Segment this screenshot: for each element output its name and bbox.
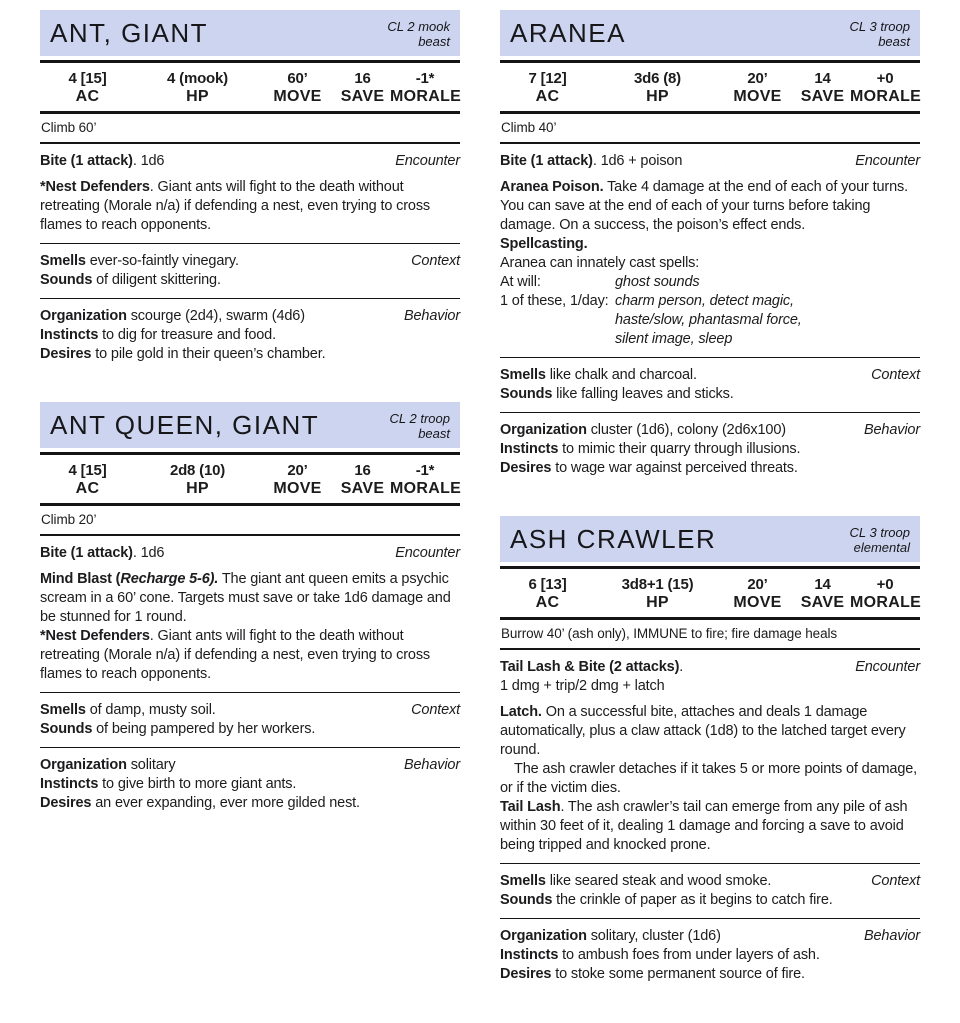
stat-morale-value: +0 [876, 70, 894, 87]
stat-ac [40, 70, 135, 106]
smells-lead: Smells [40, 702, 86, 718]
instincts-lead: Instincts [500, 441, 559, 457]
stat-save-label: SAVE [340, 88, 385, 105]
ability-paragraph: *Nest Defenders. Giant ants will fight to the death without retreating (Morale n/a) if defending a nest, even trying to cross flames to reach opponents. [40, 628, 431, 682]
stat-save-label: SAVE [800, 88, 845, 105]
stat-move-label: MOVE [733, 88, 782, 105]
stat-hp-label: HP [646, 88, 669, 105]
section-label-behavior: Behavior [403, 757, 460, 773]
stat-save [335, 70, 390, 106]
context-section [40, 244, 460, 299]
smells-lead: Smells [500, 367, 546, 383]
instincts-lead: Instincts [40, 776, 99, 792]
desires-lead: Desires [40, 795, 92, 811]
attack-block [40, 152, 460, 171]
stat-move [260, 462, 335, 498]
left-column [40, 10, 460, 1022]
creature-type: beast [878, 33, 910, 49]
stat-ac-label: AC [75, 480, 100, 497]
instincts-text: to dig for treasure and food. [98, 327, 276, 343]
monster-name: ANT, GIANT [50, 17, 209, 48]
stat-ac [500, 70, 595, 106]
stat-morale [390, 70, 460, 106]
smells-lead: Smells [40, 253, 86, 269]
stat-move-value: 20’ [287, 462, 308, 479]
challenge-level: CL 2 mook [387, 18, 450, 34]
challenge-tag [850, 524, 910, 555]
smells-text: of damp, musty soil. [85, 702, 216, 718]
instincts-line [500, 946, 920, 965]
statblock-ant-queen-giant [40, 402, 460, 821]
organization-lead: Organization [40, 757, 127, 773]
stat-hp [595, 70, 720, 106]
stats-row [40, 452, 460, 506]
stat-move-value: 20’ [747, 576, 768, 593]
attack-detail: . 1d6 [132, 545, 165, 561]
spell-line: haste/slow, phantasmal force, [615, 312, 802, 328]
sounds-lead: Sounds [500, 892, 553, 908]
stat-morale [850, 70, 920, 106]
desires-text: to pile gold in their queen’s chamber. [91, 346, 326, 362]
section-label-behavior: Behavior [403, 308, 460, 324]
attack-line [500, 152, 920, 171]
stat-move-label: MOVE [273, 480, 322, 497]
stat-hp-value: 4 (mook) [167, 70, 228, 87]
stat-save-value: 14 [814, 70, 831, 87]
statblock-header [500, 516, 920, 562]
sounds-line [500, 891, 920, 910]
creature-type: elemental [853, 539, 910, 555]
section-label-encounter: Encounter [855, 153, 920, 169]
instincts-line [500, 440, 920, 459]
stat-hp-value: 3d6 (8) [634, 70, 681, 87]
behavior-section [500, 919, 920, 992]
section-label-encounter: Encounter [395, 545, 460, 561]
ability-paragraph: Tail Lash. The ash crawler’s tail can emerge from any pile of ash within 30 feet of it, dealing 1 damage and forcing a save to avoid being tripped and knocked prone. [500, 799, 908, 853]
stat-ac-value: 6 [13] [528, 576, 567, 593]
sounds-text: of being pampered by her workers. [92, 721, 316, 737]
stat-move-label: MOVE [733, 594, 782, 611]
instincts-line [40, 326, 460, 345]
creature-type: beast [418, 425, 450, 441]
stat-hp-label: HP [186, 88, 209, 105]
attack-line [500, 658, 920, 677]
ability-paragraph: Aranea Poison. Take 4 damage at the end of each of your turns. You can save at the end of each of your turns before taking damage. On a success, the poison’s effect ends. [500, 179, 908, 233]
movement-line: Climb 40’ [500, 114, 920, 144]
desires-lead: Desires [500, 460, 552, 476]
monster-name: ANT QUEEN, GIANT [50, 409, 320, 440]
stat-save [795, 576, 850, 612]
spell-frequency-label: At will: [500, 274, 541, 290]
section-label-encounter: Encounter [855, 659, 920, 675]
organization-line [40, 307, 460, 326]
stat-morale [850, 576, 920, 612]
spell-line: charm person, detect magic, [615, 293, 794, 309]
sounds-text: like falling leaves and sticks. [552, 386, 734, 402]
stat-save [795, 70, 850, 106]
context-section [40, 693, 460, 748]
ability-paragraph: Latch. On a successful bite, attaches and deals 1 damage automatically, plus a claw attack (1d8) to the latched target every round. [500, 704, 906, 758]
ability-paragraph: Mind Blast (Recharge 5-6). The giant ant queen emits a psychic scream in a 60’ cone. Targets must save or take 1d6 damage and be stunned for 1 round. [40, 571, 451, 625]
challenge-tag [390, 410, 450, 441]
creature-type: beast [418, 33, 450, 49]
instincts-lead: Instincts [40, 327, 99, 343]
context-section [500, 864, 920, 919]
spell-line: silent image, sleep [615, 331, 733, 347]
stat-move [260, 70, 335, 106]
organization-line [500, 421, 920, 440]
attack-name: Bite (1 attack) [40, 545, 133, 561]
stat-hp [595, 576, 720, 612]
movement-line: Climb 20’ [40, 506, 460, 536]
stats-row [500, 60, 920, 114]
stat-ac-label: AC [535, 594, 560, 611]
behavior-section [40, 748, 460, 821]
desires-line [500, 965, 920, 984]
attack-block [500, 658, 920, 696]
attack-block [40, 544, 460, 563]
desires-lead: Desires [40, 346, 92, 362]
smells-line [500, 366, 920, 385]
monster-name: ARANEA [510, 17, 626, 48]
encounter-section [500, 650, 920, 864]
instincts-line [40, 775, 460, 794]
statblock-header [40, 10, 460, 56]
attack-detail: . 1d6 [132, 153, 165, 169]
challenge-tag [850, 18, 910, 49]
sounds-text: of diligent skittering. [92, 272, 221, 288]
instincts-lead: Instincts [500, 947, 559, 963]
attack-name: Tail Lash & Bite (2 attacks) [500, 659, 680, 675]
sounds-lead: Sounds [40, 721, 93, 737]
spell-row-daily [500, 292, 920, 349]
stat-move-value: 20’ [747, 70, 768, 87]
organization-line [500, 927, 920, 946]
stat-ac-label: AC [535, 88, 560, 105]
stat-save-label: SAVE [800, 594, 845, 611]
stat-morale-value: +0 [876, 576, 894, 593]
stat-ac-value: 4 [15] [68, 70, 107, 87]
statblock-header [40, 402, 460, 448]
organization-lead: Organization [40, 308, 127, 324]
stat-hp-value: 2d8 (10) [169, 462, 226, 479]
challenge-level: CL 2 troop [389, 410, 450, 426]
ability-paragraph: Aranea can innately cast spells: [500, 255, 700, 271]
desires-line [40, 794, 460, 813]
statblock-ash-crawler [500, 516, 920, 992]
instincts-text: to ambush foes from under layers of ash. [558, 947, 820, 963]
smells-text: like chalk and charcoal. [545, 367, 697, 383]
stat-ac [40, 462, 135, 498]
attack-block [500, 152, 920, 171]
stat-ac-value: 7 [12] [528, 70, 567, 87]
section-label-encounter: Encounter [395, 153, 460, 169]
section-label-behavior: Behavior [863, 928, 920, 944]
stat-save-value: 16 [354, 462, 371, 479]
movement-line: Climb 60’ [40, 114, 460, 144]
attack-line [40, 152, 460, 171]
encounter-section [500, 144, 920, 358]
sounds-line [40, 271, 460, 290]
spell-row-at-will [500, 273, 920, 292]
encounter-section [40, 144, 460, 244]
organization-lead: Organization [500, 928, 587, 944]
context-section [500, 358, 920, 413]
organization-text: scourge (2d4), swarm (4d6) [126, 308, 305, 324]
organization-text: cluster (1d6), colony (2d6x100) [586, 422, 786, 438]
desires-line [40, 345, 460, 364]
right-column [500, 10, 920, 1022]
spell-list [615, 292, 920, 349]
sounds-text: the crinkle of paper as it begins to catch fire. [552, 892, 833, 908]
smells-text: like seared steak and wood smoke. [545, 873, 772, 889]
stat-ac [500, 576, 595, 612]
stat-morale-label: MORALE [390, 480, 462, 497]
organization-lead: Organization [500, 422, 587, 438]
section-label-context: Context [411, 702, 460, 718]
desires-lead: Desires [500, 966, 552, 982]
behavior-section [500, 413, 920, 486]
stat-ac-value: 4 [15] [68, 462, 107, 479]
statblock-header [500, 10, 920, 56]
monster-name: ASH CRAWLER [510, 523, 717, 554]
desires-line [500, 459, 920, 478]
smells-line [40, 701, 460, 720]
stat-morale-label: MORALE [390, 88, 462, 105]
smells-line [500, 872, 920, 891]
stat-morale-value: -1* [415, 70, 435, 87]
movement-line: Burrow 40’ (ash only), IMMUNE to fire; fire damage heals [500, 620, 920, 650]
spell-frequency-label: 1 of these, 1/day: [500, 293, 609, 309]
instincts-text: to give birth to more giant ants. [98, 776, 297, 792]
challenge-level: CL 3 troop [849, 18, 910, 34]
attack-damage-line: 1 dmg + trip/2 dmg + latch [500, 678, 665, 694]
stat-move [720, 70, 795, 106]
section-label-context: Context [871, 367, 920, 383]
stat-move-label: MOVE [273, 88, 322, 105]
stat-move-value: 60’ [287, 70, 308, 87]
desires-text: an ever expanding, ever more gilded nest. [91, 795, 360, 811]
stat-save [335, 462, 390, 498]
desires-text: to wage war against perceived threats. [551, 460, 798, 476]
behavior-section [40, 299, 460, 372]
stat-hp-label: HP [186, 480, 209, 497]
smells-line [40, 252, 460, 271]
ability-paragraph: The ash crawler detaches if it takes 5 or more points of damage, or if the victim dies. [500, 761, 918, 796]
attack-name: Bite (1 attack) [500, 153, 593, 169]
challenge-level: CL 3 troop [849, 524, 910, 540]
organization-text: solitary [126, 757, 176, 773]
stat-move [720, 576, 795, 612]
stat-ac-label: AC [75, 88, 100, 105]
attack-name: Bite (1 attack) [40, 153, 133, 169]
stat-morale-label: MORALE [850, 594, 922, 611]
stat-hp-label: HP [646, 594, 669, 611]
ability-paragraph: Spellcasting. [500, 236, 588, 252]
statblock-aranea [500, 10, 920, 486]
sounds-lead: Sounds [40, 272, 93, 288]
encounter-section [40, 536, 460, 693]
section-label-behavior: Behavior [863, 422, 920, 438]
statblock-ant-giant [40, 10, 460, 372]
stat-hp [135, 462, 260, 498]
stat-save-label: SAVE [340, 480, 385, 497]
ability-paragraph: *Nest Defenders. Giant ants will fight to the death without retreating (Morale n/a) if defending a nest, even trying to cross flames to reach opponents. [40, 179, 431, 233]
stat-morale [390, 462, 460, 498]
attack-line [40, 544, 460, 563]
spell-line: ghost sounds [615, 274, 700, 290]
spell-list [615, 273, 920, 292]
section-label-context: Context [411, 253, 460, 269]
stat-save-value: 16 [354, 70, 371, 87]
instincts-text: to mimic their quarry through illusions. [558, 441, 801, 457]
stat-morale-value: -1* [415, 462, 435, 479]
organization-text: solitary, cluster (1d6) [586, 928, 721, 944]
stat-hp-value: 3d8+1 (15) [621, 576, 694, 593]
smells-text: ever-so-faintly vinegary. [85, 253, 239, 269]
section-label-context: Context [871, 873, 920, 889]
stats-row [500, 566, 920, 620]
sounds-line [500, 385, 920, 404]
stat-morale-label: MORALE [850, 88, 922, 105]
smells-lead: Smells [500, 873, 546, 889]
desires-text: to stoke some permanent source of fire. [551, 966, 805, 982]
sounds-line [40, 720, 460, 739]
sounds-lead: Sounds [500, 386, 553, 402]
attack-detail: . 1d6 + poison [592, 153, 683, 169]
stat-hp [135, 70, 260, 106]
stat-save-value: 14 [814, 576, 831, 593]
stats-row [40, 60, 460, 114]
challenge-tag [387, 18, 450, 49]
attack-detail: . [679, 659, 684, 675]
organization-line [40, 756, 460, 775]
